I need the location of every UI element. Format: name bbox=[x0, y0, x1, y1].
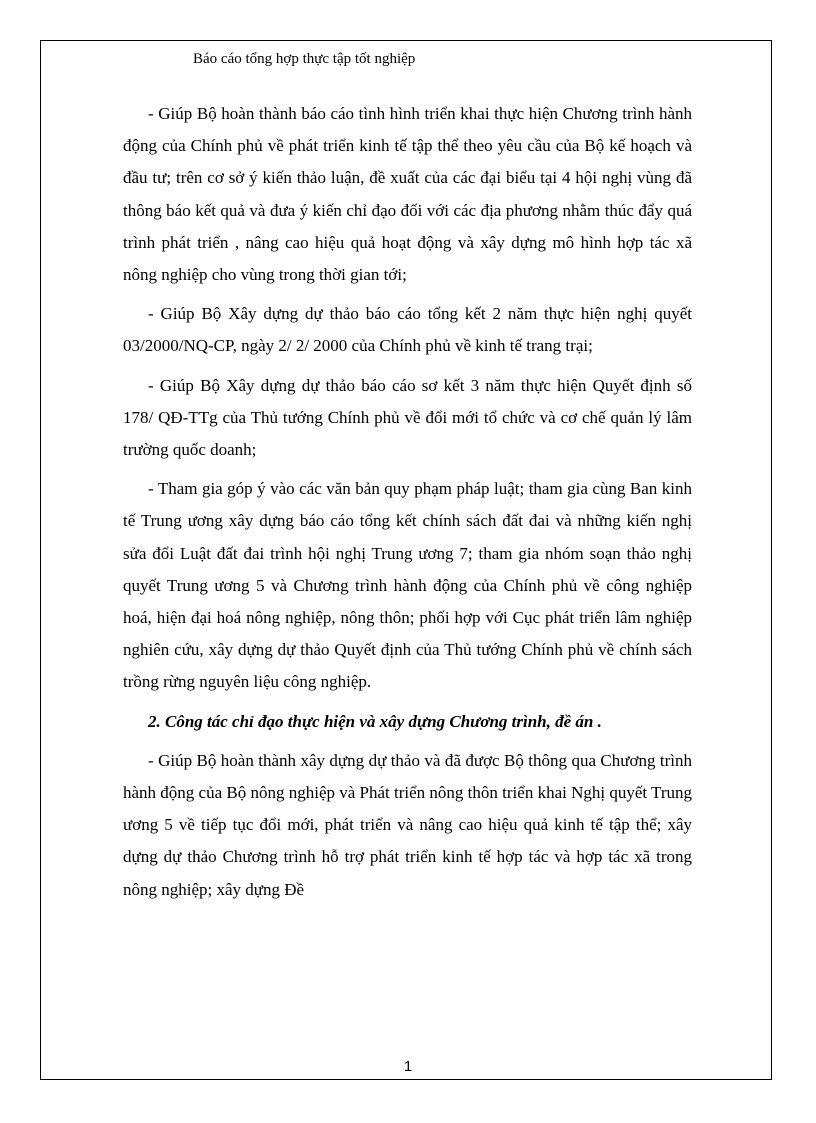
paragraph: - Giúp Bộ hoàn thành xây dựng dự thảo và đã được Bộ thông qua Chương trình hành động của Bộ nông nghiệp và Phát triển nông thôn triển khai Nghị quyết Trung ương 5 về tiếp tục đổi mới, phát triển và nâng cao hiệu quả kinh tế tập thể; xây dựng dự thảo Chương trình hỗ trợ phát triển kinh tế hợp tác và hợp tác xã trong nông nghiệp; xây dựng Đề bbox=[123, 750, 692, 899]
paragraph: - Giúp Bộ Xây dựng dự thảo báo cáo tổng kết 2 năm thực hiện nghị quyết 03/2000/NQ-CP, ngày 2/ 2/ 2000 của Chính phủ về kinh tế trang trại; bbox=[123, 304, 692, 356]
page-header: Báo cáo tổng hợp thực tập tốt nghiệp bbox=[193, 51, 416, 67]
document-body bbox=[123, 98, 692, 913]
paragraph: - Tham gia góp ý vào các văn bản quy phạm pháp luật; tham gia cùng Ban kinh tế Trung ương xây dựng báo cáo tổng kết chính sách đất đai và những kiến nghị sửa đổi Luật đất đai trình hội nghị Trung ương 7; tham gia nhóm soạn thảo nghị quyết Trung ương 5 và Chương trình hành động của Chính phủ về công nghiệp hoá, hiện đại hoá nông nghiệp, nông thôn; phối hợp với Cục phát triển lâm nghiệp nghiên cứu, xây dựng dự thảo Quyết định của Thủ tướng Chính phủ về chính sách trồng rừng nguyên liệu công nghiệp. bbox=[123, 479, 692, 692]
page-number: 1 bbox=[403, 1058, 413, 1075]
section-heading: 2. Công tác chỉ đạo thực hiện và xây dựng Chương trình, đề án . bbox=[148, 711, 602, 731]
paragraph: - Giúp Bộ hoàn thành báo cáo tình hình triển khai thực hiện Chương trình hành động của Chính phủ về phát triển kinh tế tập thể theo yêu cầu của Bộ kế hoạch và đầu tư; trên cơ sở ý kiến thảo luận, đề xuất của các đại biểu tại 4 hội nghị vùng đã thông báo kết quả và đưa ý kiến chỉ đạo đối với các địa phương nhằm thúc đẩy quá trình phát triển , nâng cao hiệu quả hoạt động và xây dựng mô hình hợp tác xã nông nghiệp cho vùng trong thời gian tới; bbox=[123, 104, 692, 285]
paragraph: - Giúp Bộ Xây dựng dự thảo báo cáo sơ kết 3 năm thực hiện Quyết định số 178/ QĐ-TTg của Thủ tướng Chính phủ về đổi mới tổ chức và cơ chế quản lý lâm trường quốc doanh; bbox=[123, 375, 692, 460]
